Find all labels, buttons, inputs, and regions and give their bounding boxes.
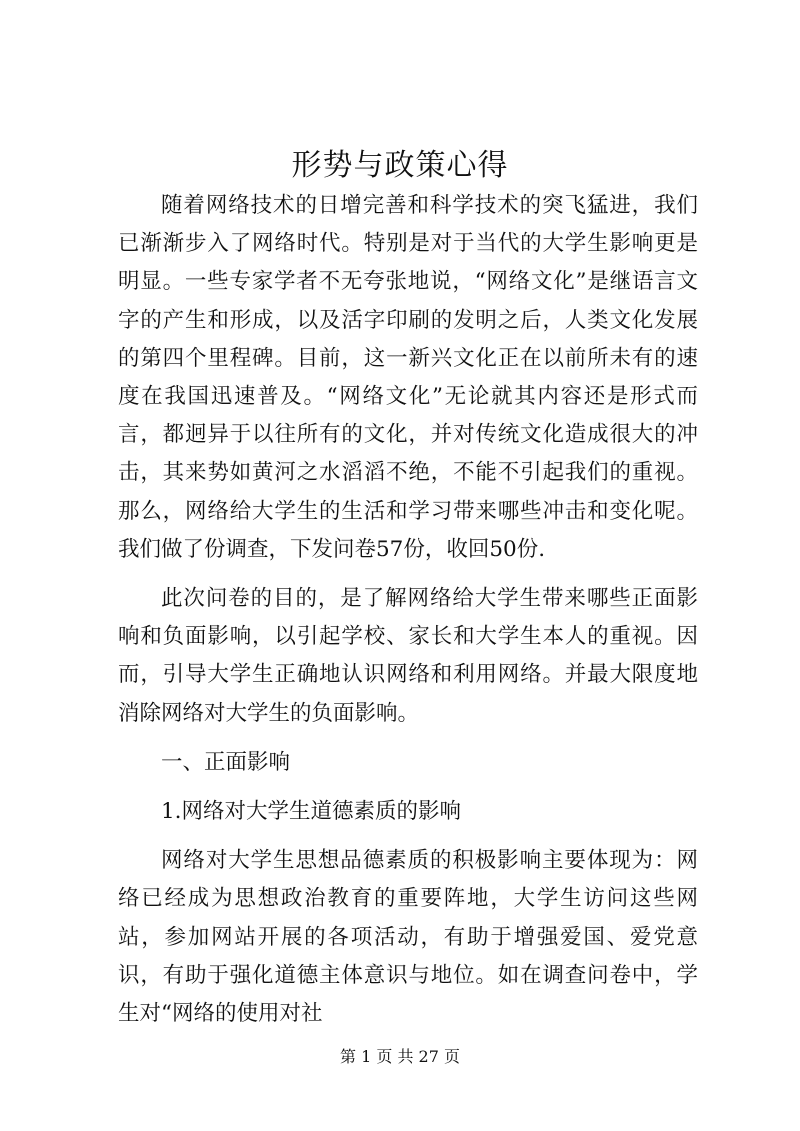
page-number-footer: 第 1 页 共 27 页: [340, 1047, 460, 1066]
paragraph-intro: 随着网络技术的日增完善和科学技术的突飞猛进，我们已渐渐步入了网络时代。特别是对于当代的大学生影响更是明显。一些专家学者不无夸张地说，“网络文化”是继语言文字的产生和形成，以及活字印刷的发明之后，人类文化发展的第四个里程碑。目前，这一新兴文化正在以前所未有的速度在我国迅速普及。“网络文化”无论就其内容还是形式而言，都迥异于以往所有的文化，并对传统文化造成很大的冲击，其来势如黄河之水滔滔不绝，不能不引起我们的重视。那么，网络给大学生的生活和学习带来哪些冲击和变化呢。我们做了份调查，下发问卷57份，收回50份.: [118, 193, 698, 562]
document-title: 形势与政策心得: [291, 148, 509, 183]
subsection-heading-moral: 1.网络对大学生道德素质的影响: [161, 799, 462, 825]
paragraph-purpose: 此次问卷的目的，是了解网络给大学生带来哪些正面影响和负面影响，以引起学校、家长和大学生本人的重视。因而，引导大学生正确地认识网络和利用网络。并最大限度地消除网络对大学生的负面影响。: [118, 586, 698, 726]
section-heading-positive: 一、正面影响: [161, 749, 291, 775]
document-body: [118, 187, 698, 1033]
paragraph-moral-impact: 网络对大学生思想品德素质的积极影响主要体现为：网络已经成为思想政治教育的重要阵地，大学生访问这些网站，参加网站开展的各项活动，有助于增强爱国、爱党意识，有助于强化道德主体意识与地位。如在调查问卷中，学生对“网络的使用对社: [118, 848, 698, 1027]
